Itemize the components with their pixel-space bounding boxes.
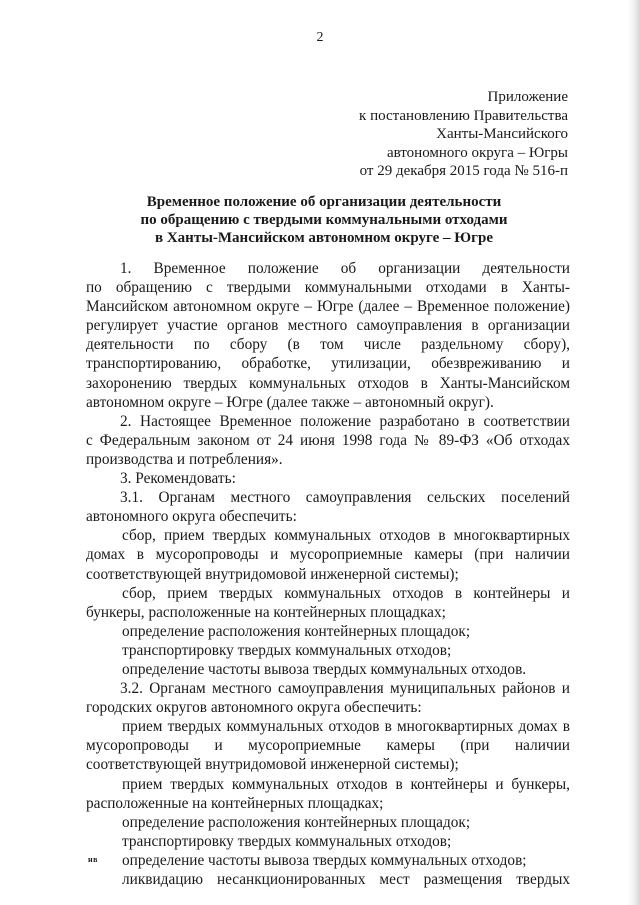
body-line: сбор, прием твердых коммунальных отходов в многоквартирных (122, 527, 570, 545)
body-line: деятельности по сбору (в том числе раздельному сбору), (86, 336, 570, 354)
body-line: соответствующей внутридомовой инженерной системы); (86, 756, 459, 774)
title-line: Временное положение об организации деятельности (146, 194, 502, 210)
footer-initials: нв (88, 855, 98, 864)
body-line: транспортированию, обработке, утилизации, обезвреживанию и (86, 355, 570, 373)
title-line: по обращению с твердыми коммунальными отходами (140, 212, 508, 228)
body-line: Мансийском автономном округе – Югре (далее – Временное положение) (86, 298, 570, 316)
appendix-line: Приложение (487, 89, 568, 105)
body-line: 3.2. Органам местного самоуправления муниципальных районов и (120, 680, 570, 698)
appendix-line: автономного округа – Югры (386, 144, 568, 161)
body-line: захоронению твердых коммунальных отходов в Ханты-Мансийском (86, 374, 570, 392)
body-line: 1. Временное положение об организации деятельности (120, 260, 570, 277)
body-line: прием твердых коммунальных отходов в контейнеры и бункеры, (122, 775, 570, 793)
body-line: ликвидацию несанкционированных мест размещения твердых (122, 871, 570, 888)
body-line: бункеры, расположенные на контейнерных площадках; (86, 603, 446, 621)
body-line: прием твердых коммунальных отходов в многоквартирных домах в (122, 718, 570, 736)
appendix-line: Ханты-Мансийского (436, 126, 568, 142)
scan-edge-shadow (628, 0, 640, 905)
body-line: автономного округа обеспечить: (86, 508, 297, 526)
body-line: городских округов автономного округа обеспечить: (86, 699, 422, 717)
document-title (74, 193, 574, 247)
body-line: определение частоты вывоза твердых коммунальных отходов. (122, 660, 527, 678)
document-body (86, 259, 570, 889)
body-line: 3. Рекомендовать: (120, 470, 236, 488)
appendix-line: к постановлению Правительства (359, 107, 568, 124)
body-line: 3.1. Органам местного самоуправления сельских поселений (120, 489, 570, 507)
appendix-line: от 29 декабря 2015 года № 516-п (359, 163, 568, 179)
body-line: расположенные на контейнерных площадках; (86, 794, 384, 812)
body-line: регулирует участие органов местного самоуправления в организации (86, 317, 570, 335)
body-line: с Федеральным законом от 24 июня 1998 года № 89-ФЗ «Об отходах (86, 431, 570, 449)
body-line: 2. Настоящее Временное положение разработано в соответствии (120, 412, 570, 430)
body-line: определение расположения контейнерных площадок; (122, 622, 471, 640)
body-line: определение расположения контейнерных площадок; (122, 813, 471, 831)
title-line: в Ханты-Мансийском автономном округе – Югре (155, 230, 493, 246)
body-line: домах в мусоропроводы и мусороприемные камеры (при наличии (86, 546, 570, 564)
body-line: автономном округе – Югре (далее также – автономный округ). (86, 393, 494, 411)
body-line: транспортировку твердых коммунальных отходов; (122, 832, 452, 850)
body-line: соответствующей внутридомовой инженерной системы); (86, 565, 459, 583)
appendix-header (359, 88, 568, 181)
body-line: транспортировку твердых коммунальных отходов; (122, 641, 452, 659)
body-line: сбор, прием твердых коммунальных отходов в контейнеры и (122, 584, 570, 602)
body-line: по обращению с твердыми коммунальными отходами в Ханты- (86, 279, 570, 297)
body-line: производства и потребления». (86, 450, 283, 468)
page-number: 2 (316, 30, 324, 45)
body-line: мусоропроводы и мусороприемные камеры (при наличии (86, 737, 570, 755)
body-line: определение частоты вывоза твердых коммунальных отходов; (122, 851, 527, 869)
